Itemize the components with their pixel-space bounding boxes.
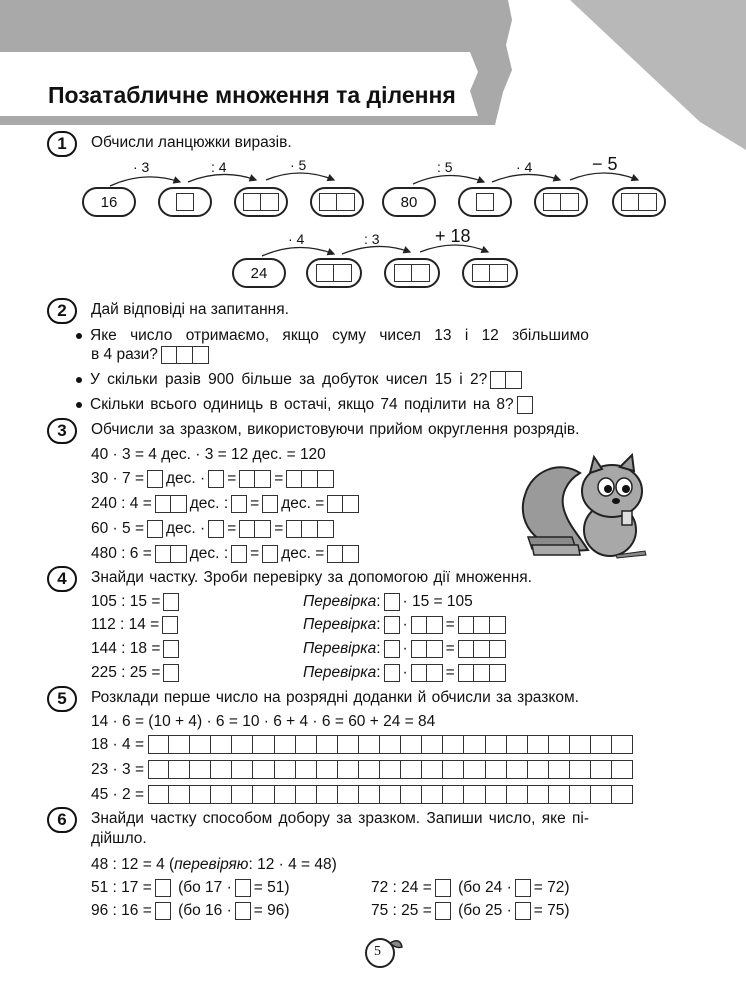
task5-example: 14 · 6 = (10 + 4) · 6 = 10 · 6 + 4 · 6 = 60 + 24 = 84: [91, 713, 436, 730]
answer-cell[interactable]: [317, 785, 338, 804]
task6-example: [91, 856, 337, 874]
task4-check3-box2[interactable]: [411, 640, 443, 658]
task2-q1-answer[interactable]: [161, 346, 209, 364]
chain3-op1: · 4: [288, 231, 305, 247]
task6-row4-box[interactable]: [515, 902, 531, 920]
task3-row-3: 60 · 5 = дес. · = =: [91, 520, 337, 538]
task2-instruction: Дай відповіді на запитання.: [91, 301, 289, 318]
task3-row1-box4[interactable]: [286, 470, 334, 488]
task6-row2-res: = 72): [533, 879, 570, 896]
answer-cell[interactable]: [464, 735, 485, 754]
answer-cell[interactable]: [507, 760, 528, 779]
answer-cell[interactable]: [570, 760, 591, 779]
task3-row1-box3[interactable]: [239, 470, 271, 488]
task3-row3-box2[interactable]: [208, 520, 224, 538]
task3-row1-box2[interactable]: [208, 470, 224, 488]
task3-row3-op: ·: [200, 520, 206, 537]
chain1-op3: · 5: [290, 157, 307, 173]
chain3-op3: + 18: [435, 226, 471, 246]
task4-check3-box1[interactable]: [384, 640, 400, 658]
answer-cell[interactable]: [275, 735, 296, 754]
task4-row-3: [91, 640, 182, 658]
task4-check3-rest: ·: [402, 640, 408, 657]
answer-cell[interactable]: [380, 785, 401, 804]
page-title: Позатабличне множення та ділення: [48, 82, 456, 108]
answer-cell[interactable]: [148, 735, 169, 754]
task3-row4-op: :: [223, 545, 229, 562]
task5-instruction: Розклади перше число на розрядні доданки й обчисли за зразком.: [91, 689, 579, 706]
chain1-op1: · 3: [133, 159, 150, 175]
answer-cell[interactable]: [422, 785, 443, 804]
task3-row-1: 30 · 7 = дес. · = =: [91, 470, 337, 488]
task6-row3-expr: 96 : 16 =: [91, 902, 152, 919]
chain1-start: 16: [82, 187, 136, 217]
answer-cell[interactable]: [422, 735, 443, 754]
answer-cell[interactable]: [549, 760, 570, 779]
chain3-answer-3[interactable]: [462, 258, 518, 288]
task4-row-4: [91, 664, 182, 682]
task4-check-1: Перевірка : · 15 = 105: [303, 593, 473, 610]
answer-cell[interactable]: [443, 735, 464, 754]
answer-cell[interactable]: [380, 760, 401, 779]
chain3-answer-2[interactable]: [384, 258, 440, 288]
task4-check4-label: Перевірка: [303, 664, 377, 681]
task4-check2-box1[interactable]: [384, 616, 400, 634]
task2-q1-line2: [91, 346, 212, 364]
task6-row2-box[interactable]: [515, 879, 531, 897]
answer-cell[interactable]: [148, 760, 169, 779]
task2-q2-answer[interactable]: [490, 371, 522, 389]
answer-cell[interactable]: [338, 785, 359, 804]
task4-row3-expr: 144 : 18 =: [91, 640, 161, 657]
answer-cell[interactable]: [296, 735, 317, 754]
chain2-answer-1[interactable]: [458, 187, 512, 217]
answer-cell[interactable]: [443, 760, 464, 779]
task5-row-3: [91, 785, 633, 804]
answer-cell[interactable]: [359, 735, 380, 754]
answer-cell[interactable]: [528, 785, 549, 804]
answer-cell[interactable]: [612, 760, 633, 779]
task6-row-2: [371, 879, 570, 897]
answer-cell[interactable]: [549, 785, 570, 804]
task4-row4-expr: 225 : 25 =: [91, 664, 161, 681]
task4-check2-label: Перевірка: [303, 616, 377, 633]
task6-instruction-line1: Знайди частку способом добору за зразком. Запиши число, яке пі-: [91, 810, 590, 827]
answer-cell[interactable]: [486, 760, 507, 779]
task-number-5: 5: [47, 686, 77, 712]
task4-row2-expr: 112 : 14 =: [91, 616, 160, 633]
answer-cell[interactable]: [275, 785, 296, 804]
answer-cell[interactable]: [486, 785, 507, 804]
answer-cell[interactable]: [507, 785, 528, 804]
chain3-op2: : 3: [364, 231, 380, 247]
answer-cell[interactable]: [443, 785, 464, 804]
task5-row3-grid[interactable]: [148, 785, 633, 804]
task3-row2-box2[interactable]: [231, 495, 247, 513]
chain1-answer-2[interactable]: [234, 187, 288, 217]
answer-cell[interactable]: [253, 760, 274, 779]
task4-check-4: Перевірка : · =: [303, 664, 509, 682]
answer-cell[interactable]: [401, 735, 422, 754]
answer-cell[interactable]: [570, 785, 591, 804]
task2-q2-text: У скільки разів 900 більше за добуток чисел 15 і 2?: [90, 371, 488, 388]
answer-cell[interactable]: [422, 760, 443, 779]
answer-cell[interactable]: [464, 760, 485, 779]
task6-example-italic: перевіряю: [174, 856, 249, 873]
answer-cell[interactable]: [528, 735, 549, 754]
task3-row2-unit: дес.: [189, 495, 220, 512]
chain2-op1: : 5: [437, 159, 453, 175]
task6-row1-box[interactable]: [235, 879, 251, 897]
task6-row3-box[interactable]: [235, 902, 251, 920]
task6-row-4: [371, 902, 570, 920]
task4-check1-label: Перевірка: [303, 593, 377, 610]
task6-example-b: : 12 · 4 = 48): [248, 856, 337, 873]
answer-cell[interactable]: [169, 735, 190, 754]
task3-row1-eq: =: [274, 470, 284, 487]
answer-cell[interactable]: [232, 760, 253, 779]
task3-row2-box4[interactable]: [327, 495, 359, 513]
task6-row1-expr: 51 : 17 =: [91, 879, 152, 896]
task6-row2-bo: (бо 24 ·: [458, 879, 512, 896]
task2-q3-answer[interactable]: [517, 396, 533, 414]
task5-row1-grid[interactable]: [148, 735, 633, 754]
answer-cell[interactable]: [169, 785, 190, 804]
task3-row1-unit: дес.: [166, 470, 196, 487]
task6-row3-answer[interactable]: [155, 902, 171, 920]
task3-row4-expr: 480 : 6 =: [91, 545, 152, 562]
task6-example-a: 48 : 12 = 4 (: [91, 856, 175, 873]
task3-row1-box1[interactable]: [147, 470, 163, 488]
chain2-op2: · 4: [516, 159, 533, 175]
task3-row1-expr: 30 · 7 =: [91, 470, 144, 487]
answer-cell[interactable]: [190, 785, 211, 804]
answer-cell[interactable]: [486, 735, 507, 754]
task3-row3-eq: =: [274, 520, 284, 537]
answer-cell[interactable]: [380, 735, 401, 754]
task5-row-1: [91, 735, 633, 754]
task3-row4-box2[interactable]: [231, 545, 247, 563]
answer-cell[interactable]: [211, 760, 232, 779]
task3-row4-box4[interactable]: [327, 545, 359, 563]
task5-row2-grid[interactable]: [148, 760, 633, 779]
task6-row2-expr: 72 : 24 =: [371, 879, 432, 896]
task3-row3-box3[interactable]: [239, 520, 271, 538]
answer-cell[interactable]: [338, 760, 359, 779]
answer-cell[interactable]: [359, 760, 380, 779]
task4-row-1: [91, 593, 182, 611]
task4-check1-rest: · 15 = 105: [402, 593, 473, 610]
task4-row3-answer[interactable]: [163, 640, 179, 658]
task4-check-2: Перевірка : · =: [303, 616, 509, 634]
task-number-6: 6: [47, 807, 77, 833]
task5-row2-expr: 23 · 3 =: [91, 760, 144, 778]
answer-cell[interactable]: [253, 735, 274, 754]
task3-row2-op: :: [223, 495, 229, 512]
task5-row3-expr: 45 · 2 =: [91, 785, 144, 803]
task3-row3-box4[interactable]: [286, 520, 334, 538]
task-number-4: 4: [47, 566, 77, 592]
answer-cell[interactable]: [591, 760, 612, 779]
task6-row4-res: = 75): [533, 902, 570, 919]
answer-cell[interactable]: [338, 735, 359, 754]
answer-cell[interactable]: [591, 785, 612, 804]
task2-q1-text: Яке число отримаємо, якщо суму чисел 13 і 12 збільшимо: [90, 327, 589, 344]
task6-instruction-line2: дійшло.: [91, 830, 147, 847]
task2-q3-text: Скільки всього одиниць в остачі, якщо 74 поділити на 8?: [90, 396, 514, 413]
task4-check2-rest: ·: [402, 616, 408, 633]
task3-instruction: Обчисли за зразком, використовуючи прийом округлення розрядів.: [91, 421, 580, 438]
answer-cell[interactable]: [232, 735, 253, 754]
chain2-answer-2[interactable]: [534, 187, 588, 217]
task4-check2-box3[interactable]: [458, 616, 506, 634]
task4-check4-rest: ·: [402, 664, 408, 681]
task6-row-1: [91, 879, 290, 897]
task6-row1-res: = 51): [253, 879, 290, 896]
answer-cell[interactable]: [296, 760, 317, 779]
acorn-icon: [360, 933, 410, 973]
task3-row2-box1[interactable]: [155, 495, 187, 513]
answer-cell[interactable]: [296, 785, 317, 804]
answer-cell[interactable]: [464, 785, 485, 804]
task6-row3-res: = 96): [253, 902, 290, 919]
task3-row2-box3[interactable]: [262, 495, 278, 513]
answer-cell[interactable]: [528, 760, 549, 779]
chain3-answer-1[interactable]: [306, 258, 362, 288]
chain1-answer-1[interactable]: [158, 187, 212, 217]
task6-row3-bo: (бо 16 ·: [178, 902, 232, 919]
task4-check3-box3[interactable]: [458, 640, 506, 658]
task6-row-3: [91, 902, 290, 920]
task4-check4-box1[interactable]: [384, 664, 400, 682]
page-number: 5: [374, 944, 381, 959]
task4-row2-answer[interactable]: [162, 616, 178, 634]
task2-q1-line1: [76, 327, 698, 345]
answer-cell[interactable]: [591, 735, 612, 754]
task2-q1-text2: в 4 рази?: [91, 346, 158, 363]
answer-cell[interactable]: [232, 785, 253, 804]
task3-example: 40 · 3 = 4 дес. · 3 = 12 дес. = 120: [91, 446, 326, 463]
task3-row4-unit: дес.: [189, 545, 220, 562]
task2-q2: [76, 371, 525, 389]
task6-row4-answer[interactable]: [435, 902, 451, 920]
answer-cell[interactable]: [211, 735, 232, 754]
chain1-op2: : 4: [211, 159, 227, 175]
task3-row2-expr: 240 : 4 =: [91, 495, 152, 512]
task6-row2-answer[interactable]: [435, 879, 451, 897]
task4-check4-box2[interactable]: [411, 664, 443, 682]
task-number-2: 2: [47, 298, 77, 324]
task3-row3-unit: дес.: [166, 520, 196, 537]
task3-row3-box1[interactable]: [147, 520, 163, 538]
task6-row4-expr: 75 : 25 =: [371, 902, 432, 919]
task4-check2-box2[interactable]: [411, 616, 443, 634]
answer-cell[interactable]: [612, 735, 633, 754]
task3-row4-box3[interactable]: [262, 545, 278, 563]
task2-q3: [76, 396, 536, 414]
chain3-start: 24: [232, 258, 286, 288]
answer-cell[interactable]: [317, 735, 338, 754]
task4-row-2: [91, 616, 181, 634]
answer-cell[interactable]: [275, 760, 296, 779]
answer-cell[interactable]: [570, 735, 591, 754]
task-number-3: 3: [47, 418, 77, 444]
task4-row4-answer[interactable]: [163, 664, 179, 682]
task1-instruction: Обчисли ланцюжки виразів.: [91, 134, 292, 151]
task6-row4-bo: (бо 25 ·: [458, 902, 512, 919]
chain2-op3: − 5: [592, 154, 618, 174]
answer-cell[interactable]: [190, 735, 211, 754]
task4-check3-label: Перевірка: [303, 640, 377, 657]
task3-row4-box1[interactable]: [155, 545, 187, 563]
task3-row-4: 480 : 6 = дес. : = дес. =: [91, 545, 362, 563]
task3-row3-expr: 60 · 5 =: [91, 520, 144, 537]
task6-row1-answer[interactable]: [155, 879, 171, 897]
task4-check1-box[interactable]: [384, 593, 400, 611]
task5-row-2: [91, 760, 633, 779]
chain1-answer-3[interactable]: [310, 187, 364, 217]
task3-row1-op: ·: [200, 470, 206, 487]
task3-row2-unit2: дес.: [281, 495, 311, 512]
task4-row1-expr: 105 : 15 =: [91, 593, 161, 610]
task4-check-3: Перевірка : · =: [303, 640, 509, 658]
answer-cell[interactable]: [549, 735, 570, 754]
task4-instruction: Знайди частку. Зроби перевірку за допомогою дії множення.: [91, 569, 532, 586]
squirrel-illustration: [510, 445, 655, 565]
answer-cell[interactable]: [507, 735, 528, 754]
answer-cell[interactable]: [148, 785, 169, 804]
task3-row-2: 240 : 4 = дес. : = дес. =: [91, 495, 362, 513]
task3-row4-unit2: дес.: [281, 545, 311, 562]
task4-row1-answer[interactable]: [163, 593, 179, 611]
answer-cell[interactable]: [401, 785, 422, 804]
task6-row1-bo: (бо 17 ·: [178, 879, 232, 896]
answer-cell[interactable]: [211, 785, 232, 804]
answer-cell[interactable]: [359, 785, 380, 804]
chain2-answer-3[interactable]: [612, 187, 666, 217]
task4-check4-box3[interactable]: [458, 664, 506, 682]
task5-row1-expr: 18 · 4 =: [91, 735, 144, 753]
answer-cell[interactable]: [169, 760, 190, 779]
answer-cell[interactable]: [317, 760, 338, 779]
answer-cell[interactable]: [253, 785, 274, 804]
chain2-start: 80: [382, 187, 436, 217]
task-number-1: 1: [47, 131, 77, 157]
answer-cell[interactable]: [190, 760, 211, 779]
answer-cell[interactable]: [401, 760, 422, 779]
answer-cell[interactable]: [612, 785, 633, 804]
